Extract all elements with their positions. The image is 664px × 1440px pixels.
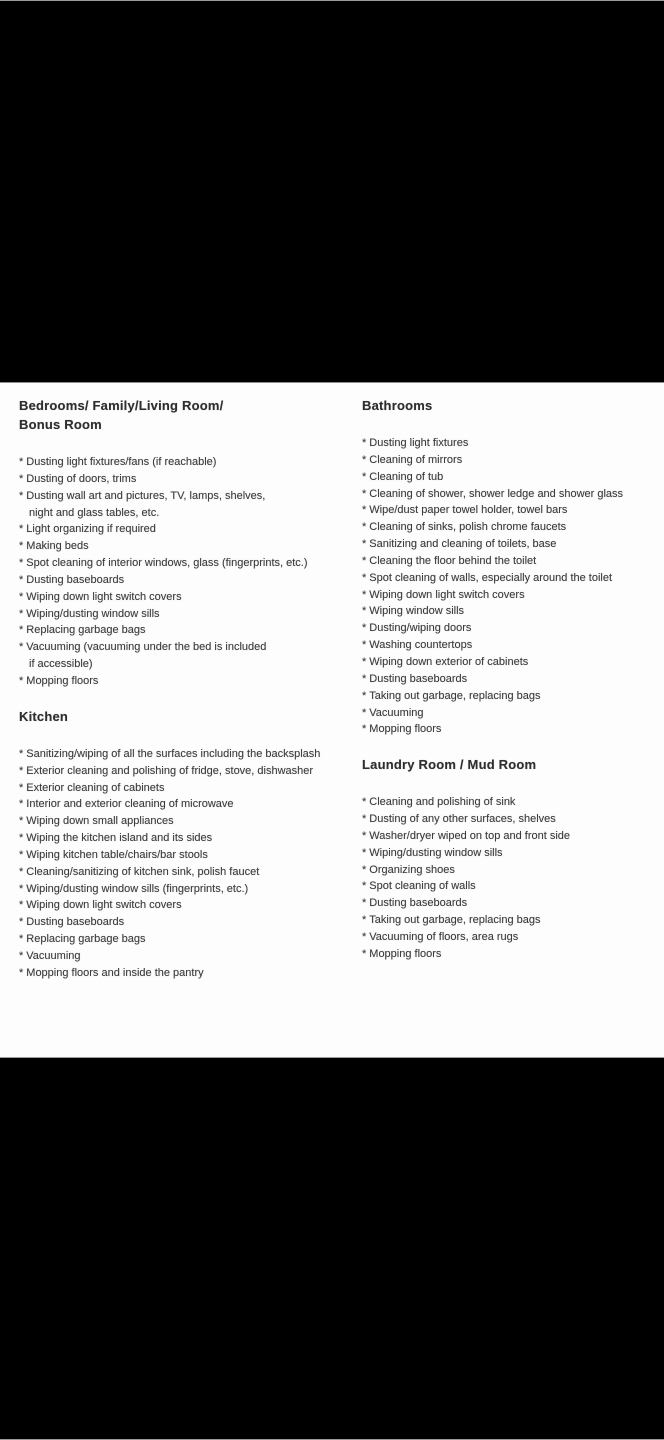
checklist-item (362, 671, 658, 688)
checklist-item (362, 688, 658, 705)
checklist-item-text: Mopping floors (26, 674, 99, 687)
checklist-item-line (19, 830, 355, 847)
checklist-item-line (19, 488, 355, 505)
checklist-item-text: Dusting of any other surfaces, shelves (369, 813, 556, 826)
checklist-item-text: Cleaning of sinks, polish chrome faucets (369, 521, 567, 534)
checklist-item-line (19, 914, 355, 931)
checklist-item-line (19, 931, 355, 948)
checklist-item-line (362, 721, 658, 738)
checklist-item-line (362, 435, 658, 452)
checklist-item-line (19, 454, 355, 471)
asterisk-bullet: * (19, 815, 24, 828)
checklist-item-line (362, 519, 658, 536)
asterisk-bullet: * (362, 655, 367, 668)
checklist-item-text: Washer/dryer wiped on top and front side (369, 829, 571, 842)
checklist-item (362, 828, 658, 845)
checklist-item (19, 639, 355, 673)
checklist-item-text: Light organizing if required (26, 523, 156, 536)
asterisk-bullet: * (19, 966, 24, 979)
asterisk-bullet: * (362, 930, 367, 943)
checklist-item (19, 864, 355, 881)
asterisk-bullet: * (19, 607, 24, 620)
checklist-item-line (19, 763, 355, 780)
checklist-item (362, 587, 658, 604)
asterisk-bullet: * (362, 622, 367, 635)
checklist-item-line (362, 452, 658, 469)
asterisk-bullet: * (19, 674, 24, 687)
checklist-item-text: Cleaning of shower, shower ledge and shower glass (369, 487, 624, 500)
checklist-item-line (362, 637, 658, 654)
checklist-item-line (362, 570, 658, 587)
checklist-item (362, 895, 658, 912)
asterisk-bullet: * (19, 865, 24, 878)
checklist-item (19, 673, 355, 690)
checklist-item (19, 589, 355, 606)
checklist-item-text: Sanitizing and cleaning of toilets, base (369, 538, 557, 551)
checklist-item-text: Dusting light fixtures/fans (if reachable) (26, 456, 217, 468)
checklist-item (19, 555, 355, 572)
checklist-item (19, 881, 355, 898)
asterisk-bullet: * (362, 538, 367, 551)
checklist-item-text: Dusting baseboards (26, 573, 125, 586)
checklist-item-line (362, 862, 658, 879)
checklist-item-text: Wiping down light switch covers (26, 590, 182, 603)
screen-top-edge-line (0, 0, 664, 1)
checklist-item-line (362, 587, 658, 604)
checklist-item-text: Making beds (26, 540, 89, 553)
asterisk-bullet: * (362, 914, 367, 927)
checklist-item-line (19, 948, 355, 965)
asterisk-bullet: * (19, 798, 24, 811)
asterisk-bullet: * (362, 706, 367, 719)
checklist-item-text: Dusting baseboards (369, 897, 468, 910)
checklist-item-text: Organizing shoes (369, 863, 455, 876)
cleaning-checklist-document (0, 382, 664, 1058)
asterisk-bullet: * (19, 764, 24, 777)
checklist-item-list (19, 746, 355, 982)
asterisk-bullet: * (19, 899, 24, 912)
checklist-item-line (19, 813, 355, 830)
checklist-item-line (362, 603, 658, 620)
asterisk-bullet: * (19, 949, 24, 962)
checklist-item-text: Cleaning of tub (369, 470, 444, 483)
checklist-item (19, 746, 355, 763)
checklist-item-line (362, 878, 658, 895)
asterisk-bullet: * (362, 504, 367, 517)
checklist-item (362, 502, 658, 519)
section-heading (362, 755, 658, 774)
checklist-item-text: Washing countertops (369, 639, 473, 652)
checklist-item-line (19, 572, 355, 589)
asterisk-bullet: * (362, 880, 367, 893)
checklist-item (362, 929, 658, 946)
checklist-item-text: Sanitizing/wiping of all the surfaces including the backsplash (26, 747, 321, 760)
checklist-item-line (362, 671, 658, 688)
section-heading-line: Bedrooms/ Family/Living Room/ (19, 398, 224, 413)
checklist-item-line (362, 469, 658, 486)
checklist-item-text: Dusting of doors, trims (26, 472, 137, 485)
checklist-item-line (362, 811, 658, 828)
checklist-item (19, 572, 355, 589)
checklist-item-line (362, 912, 658, 929)
checklist-item-text: Vacuuming (vacuuming under the bed is included (26, 641, 267, 654)
checklist-item-text: Spot cleaning of walls, especially around the toilet (369, 571, 613, 584)
checklist-item (19, 897, 355, 914)
checklist-item-line (362, 688, 658, 705)
checklist-item (362, 469, 658, 486)
asterisk-bullet: * (362, 863, 367, 876)
asterisk-bullet: * (19, 557, 24, 570)
checklist-item-text: Wiping window sills (369, 605, 465, 618)
checklist-item-line (362, 946, 658, 963)
checklist-item (362, 486, 658, 503)
checklist-item-text: Cleaning and polishing of sink (369, 796, 516, 809)
checklist-item-text: Wiping down light switch covers (26, 899, 182, 912)
asterisk-bullet: * (362, 453, 367, 466)
section-heading (19, 396, 355, 434)
checklist-item-line (362, 845, 658, 862)
checklist-item-line (19, 746, 355, 763)
checklist-item-text: Wiping/dusting window sills (fingerprints, etc.) (26, 882, 249, 895)
asterisk-bullet: * (19, 540, 24, 553)
checklist-item (19, 948, 355, 965)
section-heading (362, 396, 658, 415)
checklist-item (362, 845, 658, 862)
checklist-item (362, 570, 658, 587)
checklist-item-line (362, 929, 658, 946)
checklist-item (362, 878, 658, 895)
checklist-item (19, 931, 355, 948)
checklist-item-line (19, 881, 355, 898)
asterisk-bullet: * (19, 590, 24, 603)
asterisk-bullet: * (362, 897, 367, 910)
checklist-item (19, 847, 355, 864)
checklist-item-text: Wiping the kitchen island and its sides (26, 832, 213, 845)
checklist-item-text: Wiping down small appliances (26, 815, 174, 828)
asterisk-bullet: * (362, 639, 367, 652)
checklist-section (362, 755, 658, 962)
asterisk-bullet: * (362, 571, 367, 584)
checklist-item-line (362, 895, 658, 912)
checklist-item (362, 536, 658, 553)
asterisk-bullet: * (19, 882, 24, 895)
checklist-item-text: Spot cleaning of walls (369, 880, 476, 893)
checklist-item-text: Wipe/dust paper towel holder, towel bars (369, 504, 568, 517)
asterisk-bullet: * (19, 456, 24, 468)
checklist-item-line (19, 780, 355, 797)
asterisk-bullet: * (362, 554, 367, 567)
checklist-item (362, 721, 658, 738)
checklist-item-text: Mopping floors (369, 723, 442, 736)
checklist-item (19, 622, 355, 639)
asterisk-bullet: * (19, 916, 24, 929)
checklist-item-text: Replacing garbage bags (26, 624, 146, 637)
checklist-item-text: Wiping/dusting window sills (26, 607, 160, 620)
checklist-item-text: Dusting wall art and pictures, TV, lamps, shelves, (26, 489, 266, 502)
asterisk-bullet: * (362, 672, 367, 685)
checklist-item-line (19, 622, 355, 639)
checklist-item (19, 914, 355, 931)
checklist-item-text: Vacuuming (26, 949, 81, 962)
checklist-item-line (362, 620, 658, 637)
checklist-item-text: Wiping kitchen table/chairs/bar stools (26, 848, 208, 861)
checklist-section (19, 707, 355, 982)
asterisk-bullet: * (362, 470, 367, 483)
document-column-left (19, 396, 355, 982)
checklist-item-text: Dusting baseboards (369, 672, 468, 685)
checklist-item-line (19, 606, 355, 623)
checklist-item-line (19, 471, 355, 488)
document-column-right (362, 396, 658, 963)
checklist-item-text: Dusting baseboards (26, 916, 125, 929)
checklist-item-continuation-line: night and glass tables, etc. (29, 506, 160, 519)
checklist-item-list (362, 794, 658, 962)
checklist-item (362, 620, 658, 637)
checklist-item-text: Taking out garbage, replacing bags (369, 914, 541, 927)
checklist-item (362, 794, 658, 811)
asterisk-bullet: * (19, 624, 24, 637)
asterisk-bullet: * (362, 947, 367, 960)
checklist-item-text: Vacuuming (369, 706, 424, 719)
checklist-item (362, 519, 658, 536)
checklist-item-line (362, 553, 658, 570)
checklist-section (362, 396, 658, 738)
section-heading-line: Bathrooms (362, 398, 433, 413)
checklist-item-line (362, 654, 658, 671)
checklist-item-text: Spot cleaning of interior windows, glass (fingerprints, etc.) (26, 557, 308, 570)
checklist-item (362, 946, 658, 963)
section-heading-line: Laundry Room / Mud Room (362, 757, 537, 773)
asterisk-bullet: * (19, 573, 24, 586)
checklist-item (19, 471, 355, 488)
checklist-item-text: Replacing garbage bags (26, 933, 146, 946)
checklist-item-line (362, 502, 658, 519)
checklist-item-line (362, 794, 658, 811)
checklist-item-text: Mopping floors (369, 947, 442, 960)
section-heading-line: Bonus Room (19, 417, 102, 432)
checklist-item-continuation-line: if accessible) (29, 658, 93, 671)
checklist-item-text: Dusting light fixtures (369, 437, 469, 449)
asterisk-bullet: * (362, 829, 367, 842)
checklist-item (19, 763, 355, 780)
checklist-item (19, 488, 355, 522)
checklist-item-line (19, 864, 355, 881)
checklist-item (362, 912, 658, 929)
checklist-item-line (362, 828, 658, 845)
asterisk-bullet: * (362, 689, 367, 702)
asterisk-bullet: * (362, 723, 367, 736)
checklist-section (19, 396, 355, 690)
checklist-item (19, 606, 355, 623)
checklist-item (362, 603, 658, 620)
checklist-item-line (19, 639, 355, 656)
checklist-item-text: Vacuuming of floors, area rugs (369, 930, 519, 943)
checklist-item-line (19, 555, 355, 572)
checklist-item (19, 830, 355, 847)
section-heading (19, 707, 355, 726)
checklist-item (19, 780, 355, 797)
checklist-item-line (19, 673, 355, 690)
checklist-item-text: Wiping down exterior of cabinets (369, 655, 529, 668)
asterisk-bullet: * (362, 813, 367, 826)
asterisk-bullet: * (19, 489, 24, 502)
checklist-item-line (362, 486, 658, 503)
checklist-item-line (19, 796, 355, 813)
checklist-item-text: Dusting/wiping doors (369, 622, 472, 635)
checklist-item (19, 813, 355, 830)
checklist-item-list (362, 435, 658, 738)
checklist-item-text: Wiping down light switch covers (369, 588, 525, 601)
checklist-item (19, 521, 355, 538)
asterisk-bullet: * (19, 747, 24, 760)
checklist-item-text: Cleaning the floor behind the toilet (369, 554, 537, 567)
checklist-item (19, 796, 355, 813)
checklist-item (362, 637, 658, 654)
checklist-item (19, 454, 355, 471)
asterisk-bullet: * (362, 437, 367, 449)
asterisk-bullet: * (362, 846, 367, 859)
section-heading-line: Kitchen (19, 708, 69, 724)
checklist-item (362, 862, 658, 879)
checklist-item (362, 435, 658, 452)
asterisk-bullet: * (362, 521, 367, 534)
checklist-item (19, 538, 355, 555)
checklist-item-text: Cleaning/sanitizing of kitchen sink, polish faucet (26, 865, 260, 878)
checklist-item-text: Cleaning of mirrors (369, 453, 463, 466)
asterisk-bullet: * (362, 487, 367, 500)
checklist-item-line (19, 897, 355, 914)
checklist-item-line (362, 536, 658, 553)
checklist-item-text: Exterior cleaning of cabinets (26, 781, 165, 794)
asterisk-bullet: * (19, 781, 24, 794)
checklist-item-line (19, 965, 355, 982)
checklist-item (362, 654, 658, 671)
checklist-item (362, 553, 658, 570)
checklist-item (362, 452, 658, 469)
asterisk-bullet: * (19, 472, 24, 485)
checklist-item-line (19, 521, 355, 538)
asterisk-bullet: * (362, 605, 367, 618)
asterisk-bullet: * (19, 933, 24, 946)
checklist-item-text: Mopping floors and inside the pantry (26, 966, 204, 979)
checklist-item-list (19, 454, 355, 690)
checklist-item-line (362, 705, 658, 722)
asterisk-bullet: * (362, 588, 367, 601)
asterisk-bullet: * (19, 832, 24, 845)
checklist-item (362, 705, 658, 722)
checklist-item (19, 965, 355, 982)
checklist-item-text: Taking out garbage, replacing bags (369, 689, 541, 702)
checklist-item-text: Exterior cleaning and polishing of fridge, stove, dishwasher (26, 764, 314, 777)
checklist-item-text: Interior and exterior cleaning of microwave (26, 798, 234, 811)
asterisk-bullet: * (19, 523, 24, 536)
asterisk-bullet: * (19, 641, 24, 654)
checklist-item-text: Wiping/dusting window sills (369, 846, 503, 859)
checklist-item (362, 811, 658, 828)
checklist-item-line (19, 847, 355, 864)
checklist-item-line (19, 589, 355, 606)
checklist-item-line (19, 538, 355, 555)
asterisk-bullet: * (19, 848, 24, 861)
asterisk-bullet: * (362, 796, 367, 809)
